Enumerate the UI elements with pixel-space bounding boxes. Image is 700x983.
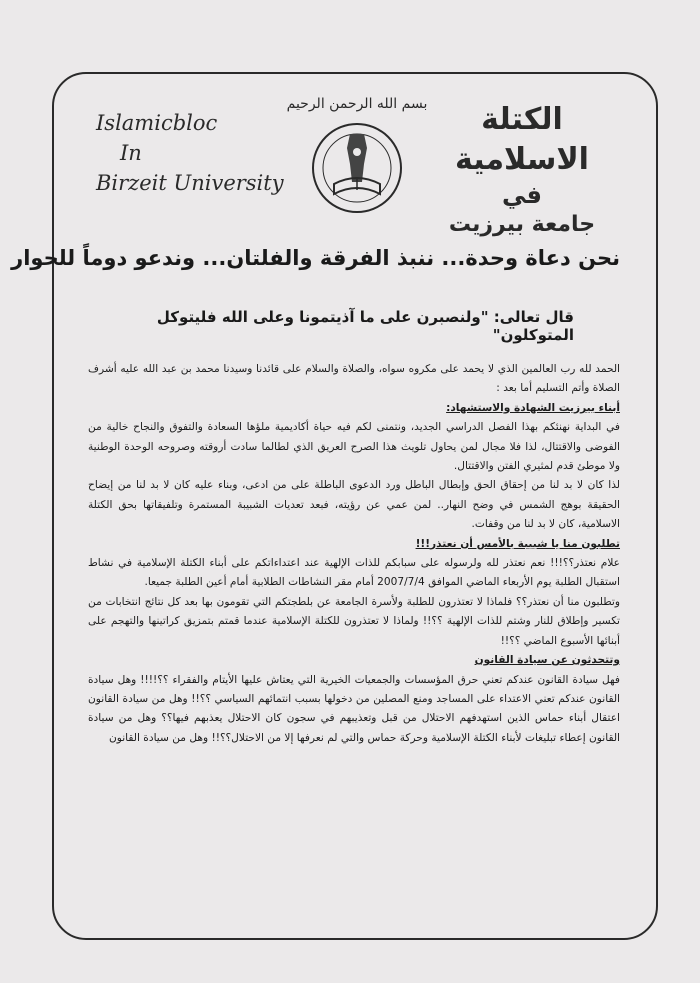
paragraph-5: فهل سيادة القانون عندكم تعني حرق المؤسسات والجمعيات الخيرية التي يعتاش عليها الأيتام والفقراء ؟؟!!!! وهل سيادة القانون عندكم تعني الاعتداء على المساجد ومنع المصلين من دخولها بسبب انتمائهم السياسي ؟؟!! وهل من سيادة القانون اعتقال أبناء حماس الذين استهدفهم الاحتلال من قبل وتعذيبهم في سجون كان الاحتلال يعذبهم فيها؟؟ وهل من سيادة القانون إعطاء تبليغات لأبناء الكتلة الإسلامية وحركة حماس والتي لم نعرفها إلا من الاحتلال؟؟!! وهل من سيادة القانون (88, 673, 620, 744)
paragraph-2: لذا كان لا بد لنا من إحقاق الحق وإبطال الباطل ورد الدعوى الباطلة على من ادعى، وبناء عليه كان لا بد لنا من إيضاح الحقيقة بوهج الشمس في وضح النهار.. لمن عمي عن رؤيته، فبعد تعديات الشبيبة المستمرة وتلفيقاتها بحق الكتلة الاسلامية، كان لا بد لنا من وقفات. (88, 479, 620, 531)
section-title-birzeit: أبناء بيرزيت الشهادة والاستشهاد: (446, 401, 620, 414)
main-heading: نحن دعاة وحدة... ننبذ الفرقة والفلتان... وندعو دوماً للحوار (11, 246, 620, 270)
quran-verse: قال تعالى: "ولنصبرن على ما آذيتمونا وعلى الله فليتوكل المتوكلون" (156, 308, 574, 344)
paragraph-4: وتطلبون منا أن نعتذر؟؟ فلماذا لا تعتذرون للطلبة ولأسرة الجامعة عن بلطجتكم التي تقومون بها بعد كل نتائج انتخابات من تكسير وإطلاق للنار وشتم للذات الإلهية ؟؟!! ولماذا لا تعتذرون للكتلة الإسلامية عندما قمتم بتمزيق كراتينها والتهجم على أبنائها الأسبوع الماضي ؟؟!! (88, 595, 620, 647)
english-org-name (96, 108, 284, 198)
arabic-title-line-2: في (502, 181, 542, 209)
english-line-1: Islamicbloc (96, 111, 218, 135)
letterhead (60, 86, 650, 237)
english-line-3: Birzeit University (96, 171, 284, 195)
paragraph-3: علام نعتذر؟؟!!! نعم نعتذر لله ولرسوله على سبابكم للذات الإلهية عند اعتداءاتكم على أبناء الكتلة الإسلامية في نشاط استقبال الطلبة يوم الأربعاء الماضي الموافق 2007/7/4 أمام مقر النشاطات الطلابية أمام أعين الطلبة جميعا. (88, 557, 620, 589)
arabic-title-line-1: الكتلة الاسلامية (455, 102, 589, 177)
section-title-rule-of-law: وتتحدثون عن سيادة القانون (474, 654, 620, 667)
basmala: بسم الله الرحمن الرحيم (286, 96, 428, 112)
emblem-seal (313, 124, 401, 212)
intro-paragraph: الحمد لله رب العالمين الذي لا يحمد على مكروه سواه، والصلاة والسلام على قائدنا وسيدنا محمد بن عبد الله عليه أشرف الصلاة وأتم التسليم أما بعد : (88, 363, 620, 395)
paragraph-1: في البداية نهنئكم بهذا الفصل الدراسي الجديد، ونتمنى لكم فيه حياة أكاديمية ملؤها السعادة والتفوق والنجاح خالية من الفوضى والاقتتال، لذا فلا مجال لمن يحاول تلويث هذا الصرح العريق الذي لطالما سادت أروقته وصروحه الوحدة الوطنية ولا موطئ قدم لمثيري الفتن والاقتتال. (88, 421, 620, 473)
english-line-2: In (120, 141, 142, 165)
arabic-title-line-3: جامعة بيرزيت (448, 212, 596, 237)
arabic-org-name (412, 100, 632, 240)
statement-body (88, 360, 620, 748)
section-title-apology: تطلبون منا يا شبيبة بالأمس أن نعتذر!!! (415, 537, 620, 550)
